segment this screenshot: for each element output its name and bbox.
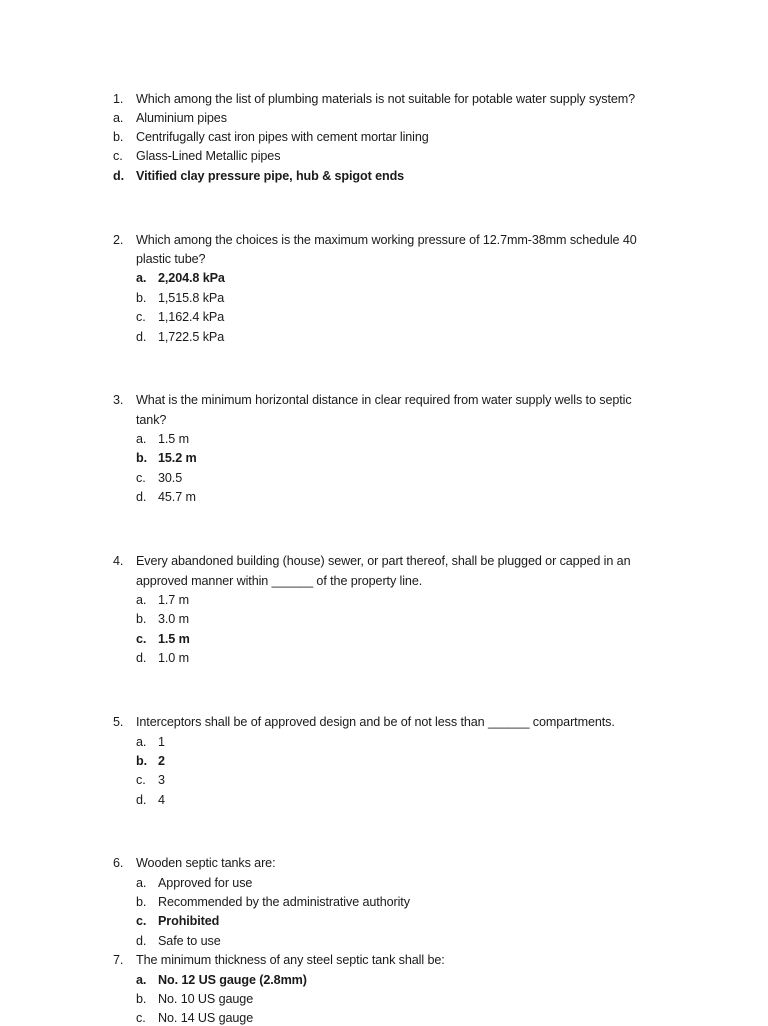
q1-option-b-letter: b. (113, 130, 124, 144)
q3-option-a-letter: a. (136, 432, 147, 446)
question-2-number: 2. (113, 233, 124, 247)
q3-option-b: 15.2 m (158, 451, 197, 465)
question-3-text-line-2: tank? (136, 413, 167, 427)
question-5-text: Interceptors shall be of approved design and be of not less than ______ compartments. (136, 715, 615, 729)
q1-option-c-letter: c. (113, 149, 123, 163)
question-5-number: 5. (113, 715, 124, 729)
q3-option-c-letter: c. (136, 471, 146, 485)
q4-option-a-letter: a. (136, 593, 147, 607)
q6-option-b: Recommended by the administrative authority (158, 895, 410, 909)
q1-option-d: Vitified clay pressure pipe, hub & spigot ends (136, 169, 405, 183)
q4-option-c-letter: c. (136, 632, 147, 646)
q6-option-c-letter: c. (136, 914, 147, 928)
question-7-text: The minimum thickness of any steel septic tank shall be: (136, 953, 445, 967)
q7-option-b: No. 10 US gauge (158, 992, 254, 1006)
q3-option-d: 45.7 m (158, 490, 196, 504)
q4-option-c: 1.5 m (158, 632, 190, 646)
q7-option-a: No. 12 US gauge (2.8mm) (158, 973, 307, 987)
q1-option-a-letter: a. (113, 111, 124, 125)
q6-option-a: Approved for use (158, 876, 253, 890)
question-2-text-line-2: plastic tube? (136, 252, 206, 266)
q2-option-b: 1,515.8 kPa (158, 291, 225, 305)
question-6-text: Wooden septic tanks are: (136, 856, 276, 870)
q5-option-b-letter: b. (136, 754, 147, 768)
q1-option-d-letter: d. (113, 169, 124, 183)
q2-option-d: 1,722.5 kPa (158, 330, 225, 344)
question-7-number: 7. (113, 953, 124, 967)
question-1-number: 1. (113, 92, 124, 106)
q1-option-b: Centrifugally cast iron pipes with cement mortar lining (136, 130, 429, 144)
q5-option-c: 3 (158, 773, 165, 787)
q5-option-a: 1 (158, 735, 165, 749)
q2-option-c: 1,162.4 kPa (158, 310, 225, 324)
q2-option-a: 2,204.8 kPa (158, 271, 225, 285)
q5-option-d-letter: d. (136, 793, 147, 807)
q5-option-b: 2 (158, 754, 165, 768)
question-4-text-line-2: approved manner within ______ of the property line. (136, 574, 423, 588)
question-1-text: Which among the list of plumbing materials is not suitable for potable water supply system? (136, 92, 636, 106)
q7-option-c: No. 14 US gauge (158, 1011, 254, 1025)
q7-option-b-letter: b. (136, 992, 147, 1006)
q4-option-b: 3.0 m (158, 612, 189, 626)
q3-option-b-letter: b. (136, 451, 147, 465)
q4-option-a: 1.7 m (158, 593, 189, 607)
q2-option-a-letter: a. (136, 271, 147, 285)
q5-option-d: 4 (158, 793, 165, 807)
q6-option-d-letter: d. (136, 934, 147, 948)
q4-option-d: 1.0 m (158, 651, 189, 665)
q3-option-c: 30.5 (158, 471, 183, 485)
q2-option-c-letter: c. (136, 310, 146, 324)
q2-option-b-letter: b. (136, 291, 147, 305)
q6-option-a-letter: a. (136, 876, 147, 890)
question-6-number: 6. (113, 856, 124, 870)
q7-option-c-letter: c. (136, 1011, 146, 1025)
q1-option-a: Aluminium pipes (136, 111, 227, 125)
question-3-number: 3. (113, 393, 124, 407)
q7-option-a-letter: a. (136, 973, 147, 987)
q6-option-d: Safe to use (158, 934, 221, 948)
q5-option-c-letter: c. (136, 773, 146, 787)
question-2-text-line-1: Which among the choices is the maximum working pressure of 12.7mm-38mm schedule 40 (136, 233, 637, 247)
q3-option-a: 1.5 m (158, 432, 189, 446)
question-4-number: 4. (113, 554, 124, 568)
question-4-text-line-1: Every abandoned building (house) sewer, or part thereof, shall be plugged or capped in an (136, 554, 631, 568)
question-3-text-line-1: What is the minimum horizontal distance in clear required from water supply wells to septic (136, 393, 632, 407)
q6-option-c: Prohibited (158, 914, 220, 928)
q5-option-a-letter: a. (136, 735, 147, 749)
q1-option-c: Glass-Lined Metallic pipes (136, 149, 281, 163)
q4-option-b-letter: b. (136, 612, 147, 626)
q4-option-d-letter: d. (136, 651, 147, 665)
q6-option-b-letter: b. (136, 895, 147, 909)
q2-option-d-letter: d. (136, 330, 147, 344)
q3-option-d-letter: d. (136, 490, 147, 504)
